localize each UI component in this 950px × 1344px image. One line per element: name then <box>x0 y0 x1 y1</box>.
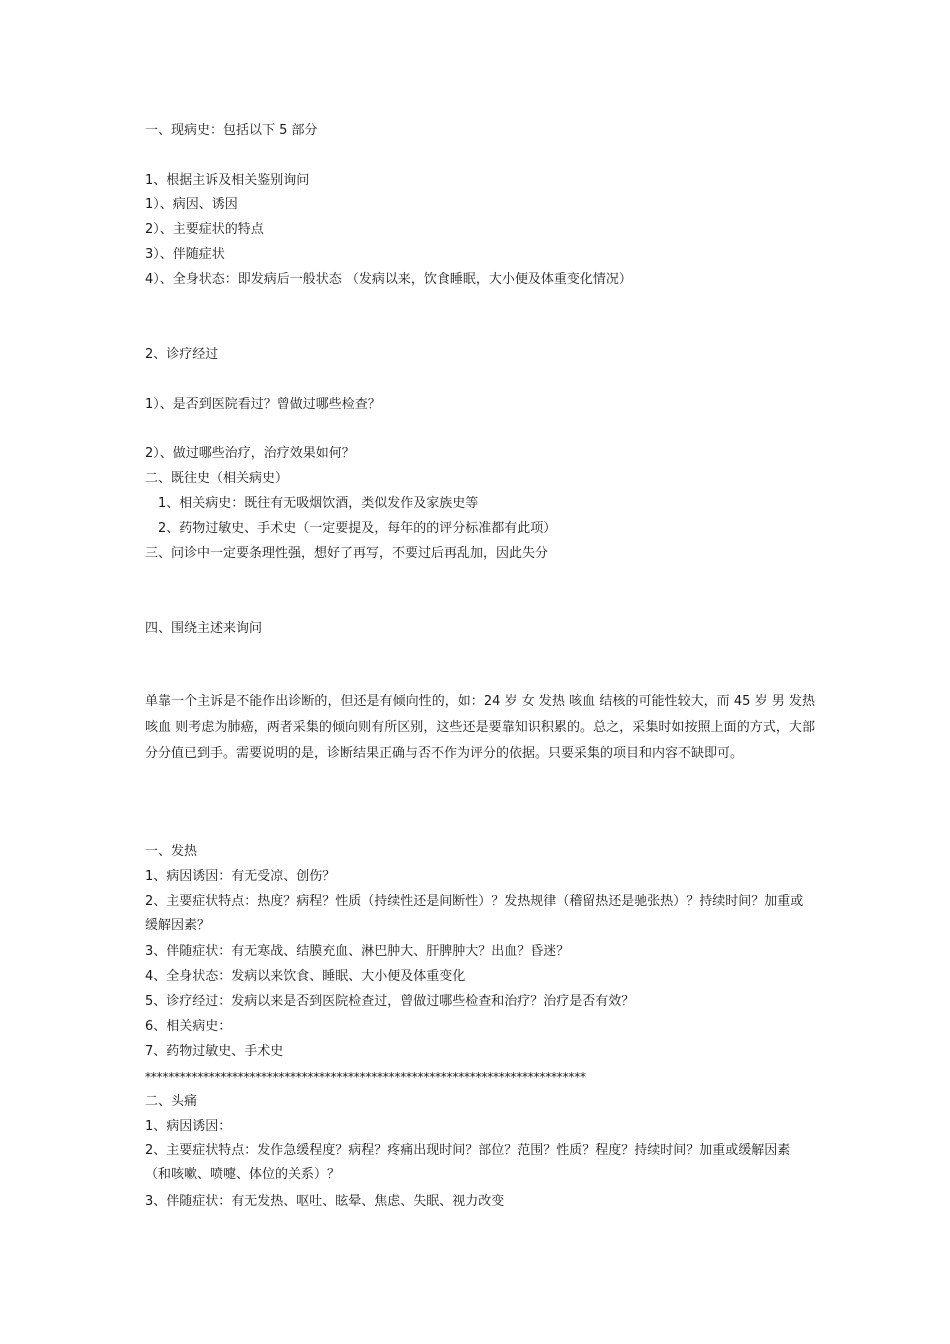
section-four: 四、围绕主述来询问 <box>145 621 263 636</box>
history-item-1-3: 3）、伴随症状 <box>145 247 225 262</box>
past-history-title: 二、既往史（相关病史） <box>145 471 289 486</box>
fever-item-5: 5、诊疗经过：发病以来是否到医院检查过，曾做过哪些检查和治疗？治疗是否有效？ <box>145 994 635 1009</box>
headache-title: 二、头痛 <box>145 1094 198 1109</box>
history-item-2-2: 2）、做过哪些治疗，治疗效果如何？ <box>145 446 355 461</box>
history-item-1-1: 1）、病因、诱因 <box>145 197 238 212</box>
separator-line: **************************************************************************** <box>145 1070 586 1084</box>
fever-item-2: 2、主要症状特点：热度？病程？性质（持续性还是间断性）？发热规律（稽留热还是驰张热）？持续时间？加重或缓解因素？ <box>145 894 804 933</box>
explanation-paragraph: 单靠一个主诉是不能作出诊断的，但还是有倾向性的，如：24 岁 女 发热 咳血 结核的可能性较大，而 45 岁 男 发热 咳血 则考虑为肺癌，两者采集的倾向则有所区别，这些还是要靠知识积累的。总之，采集时如按照上面的方式，大部分分值已到手。需要说明的是，诊断结果正确与否不作为评分的依据。只要采集的项目和内容不缺即可。 <box>145 694 815 761</box>
fever-item-1: 1、病因诱因：有无受凉、创伤？ <box>145 869 336 884</box>
fever-item-4: 4、全身状态：发病以来饮食、睡眠、大小便及体重变化 <box>145 969 466 984</box>
headache-item-3: 3、伴随症状：有无发热、呕吐、眩晕、焦虑、失眠、视力改变 <box>145 1194 505 1209</box>
fever-title: 一、发热 <box>145 844 198 859</box>
history-item-1-4: 4）、全身状态：即发病后一般状态 （发病以来，饮食睡眠，大小便及体重变化情况） <box>145 272 632 287</box>
history-item-2-1: 1）、是否到医院看过？曾做过哪些检查？ <box>145 397 381 412</box>
history-item-1: 1、根据主诉及相关鉴别询问 <box>145 173 310 188</box>
fever-item-6: 6、相关病史： <box>145 1019 232 1034</box>
past-history-1: 1、相关病史：既往有无吸烟饮酒，类似发作及家族史等 <box>158 496 479 511</box>
headache-item-1: 1、病因诱因： <box>145 1119 232 1134</box>
past-history-2: 2、药物过敏史、手术史（一定要提及，每年的的评分标准都有此项） <box>158 521 557 536</box>
headache-item-2: 2、主要症状特点：发作急缓程度？病程？疼痛出现时间？部位？范围？性质？程度？持续时间？加重或缓解因素（和咳嗽、喷嚏、体位的关系）？ <box>145 1143 791 1182</box>
section-three: 三、问诊中一定要条理性强，想好了再写，不要过后再乱加，因此失分 <box>145 546 549 561</box>
fever-item-3: 3、伴随症状：有无寒战、结膜充血、淋巴肿大、肝脾肿大？出血？昏迷？ <box>145 944 570 959</box>
history-title: 一、现病史：包括以下 5 部分 <box>145 123 318 138</box>
history-item-2: 2、诊疗经过 <box>145 347 219 362</box>
fever-item-7: 7、药物过敏史、手术史 <box>145 1044 284 1059</box>
history-item-1-2: 2）、主要症状的特点 <box>145 222 264 237</box>
